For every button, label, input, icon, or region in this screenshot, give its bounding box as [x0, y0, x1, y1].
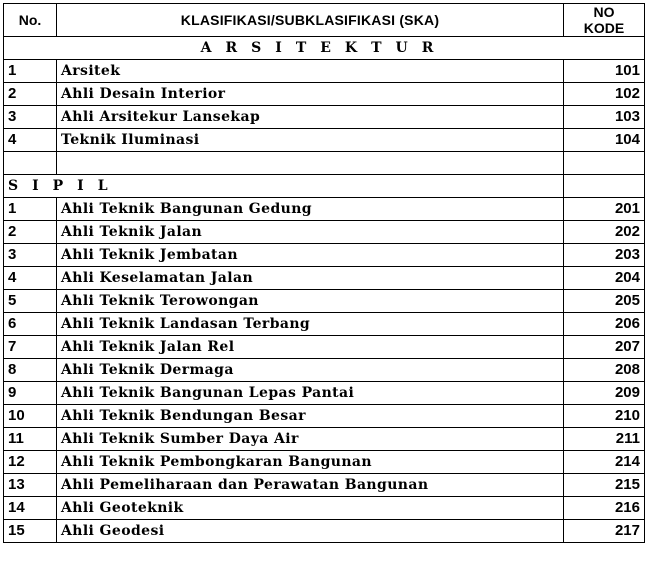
- row-number: 4: [4, 129, 57, 152]
- spacer-row: [4, 152, 645, 175]
- table-row: [4, 83, 645, 106]
- row-number: 11: [4, 428, 57, 451]
- row-number: 1: [4, 198, 57, 221]
- row-number: 5: [4, 290, 57, 313]
- row-classification-name: Ahli Teknik Terowongan: [57, 290, 564, 313]
- row-code: 202: [564, 221, 645, 244]
- row-classification-name: Ahli Teknik Jembatan: [57, 244, 564, 267]
- table-row: [4, 198, 645, 221]
- row-code: 207: [564, 336, 645, 359]
- row-number: 9: [4, 382, 57, 405]
- row-number: 2: [4, 221, 57, 244]
- table-row: [4, 313, 645, 336]
- table-row: [4, 336, 645, 359]
- row-code: 205: [564, 290, 645, 313]
- row-code: 210: [564, 405, 645, 428]
- row-classification-name: Ahli Pemeliharaan dan Perawatan Bangunan: [57, 474, 564, 497]
- row-number: 15: [4, 520, 57, 543]
- row-number: 3: [4, 106, 57, 129]
- row-classification-name: Ahli Geoteknik: [57, 497, 564, 520]
- row-classification-name: Ahli Teknik Bangunan Lepas Pantai: [57, 382, 564, 405]
- spacer-cell: [4, 152, 57, 175]
- row-number: 6: [4, 313, 57, 336]
- table-row: [4, 474, 645, 497]
- row-code: 206: [564, 313, 645, 336]
- section-header-row: [4, 37, 645, 60]
- header-no-kode-line1: NO: [593, 4, 615, 20]
- table-row: [4, 60, 645, 83]
- row-classification-name: Ahli Arsitekur Lansekap: [57, 106, 564, 129]
- row-number: 8: [4, 359, 57, 382]
- header-klasifikasi: KLASIFIKASI/SUBKLASIFIKASI (SKA): [57, 4, 564, 37]
- row-code: 104: [564, 129, 645, 152]
- row-classification-name: Teknik Iluminasi: [57, 129, 564, 152]
- row-classification-name: Ahli Teknik Bangunan Gedung: [57, 198, 564, 221]
- table-row: [4, 129, 645, 152]
- row-classification-name: Ahli Teknik Jalan: [57, 221, 564, 244]
- row-classification-name: Ahli Teknik Sumber Daya Air: [57, 428, 564, 451]
- row-code: 211: [564, 428, 645, 451]
- ska-classification-table: [3, 3, 645, 543]
- row-classification-name: Ahli Desain Interior: [57, 83, 564, 106]
- table-row: [4, 267, 645, 290]
- table-row: [4, 520, 645, 543]
- row-code: 217: [564, 520, 645, 543]
- table-row: [4, 497, 645, 520]
- table-row: [4, 106, 645, 129]
- row-classification-name: Ahli Geodesi: [57, 520, 564, 543]
- row-number: 14: [4, 497, 57, 520]
- row-code: 214: [564, 451, 645, 474]
- row-classification-name: Ahli Teknik Landasan Terbang: [57, 313, 564, 336]
- row-code: 103: [564, 106, 645, 129]
- header-no-kode-line2: KODE: [583, 20, 625, 36]
- header-no-kode: [564, 4, 645, 37]
- table-row: [4, 428, 645, 451]
- row-number: 3: [4, 244, 57, 267]
- row-number: 10: [4, 405, 57, 428]
- row-code: 209: [564, 382, 645, 405]
- header-no: No.: [4, 4, 57, 37]
- row-classification-name: Ahli Teknik Pembongkaran Bangunan: [57, 451, 564, 474]
- row-code: 201: [564, 198, 645, 221]
- table-header-row: [4, 4, 645, 37]
- table-row: [4, 405, 645, 428]
- table-row: [4, 359, 645, 382]
- row-code: 216: [564, 497, 645, 520]
- table-body: [4, 37, 645, 543]
- row-number: 1: [4, 60, 57, 83]
- section-title: SIPIL: [4, 175, 564, 198]
- row-code: 208: [564, 359, 645, 382]
- row-number: 4: [4, 267, 57, 290]
- spacer-cell: [564, 152, 645, 175]
- row-code: 102: [564, 83, 645, 106]
- row-classification-name: Ahli Teknik Bendungan Besar: [57, 405, 564, 428]
- row-number: 12: [4, 451, 57, 474]
- row-code: 101: [564, 60, 645, 83]
- row-number: 2: [4, 83, 57, 106]
- row-classification-name: Ahli Keselamatan Jalan: [57, 267, 564, 290]
- spacer-cell: [57, 152, 564, 175]
- row-classification-name: Ahli Teknik Jalan Rel: [57, 336, 564, 359]
- section-header-row: [4, 175, 645, 198]
- row-number: 7: [4, 336, 57, 359]
- row-code: 204: [564, 267, 645, 290]
- row-classification-name: Arsitek: [57, 60, 564, 83]
- section-title: ARSITEKTUR: [4, 37, 645, 60]
- table-row: [4, 290, 645, 313]
- row-classification-name: Ahli Teknik Dermaga: [57, 359, 564, 382]
- table-row: [4, 451, 645, 474]
- row-code: 215: [564, 474, 645, 497]
- section-empty-cell: [564, 175, 645, 198]
- table-row: [4, 244, 645, 267]
- table-row: [4, 382, 645, 405]
- table-row: [4, 221, 645, 244]
- row-number: 13: [4, 474, 57, 497]
- row-code: 203: [564, 244, 645, 267]
